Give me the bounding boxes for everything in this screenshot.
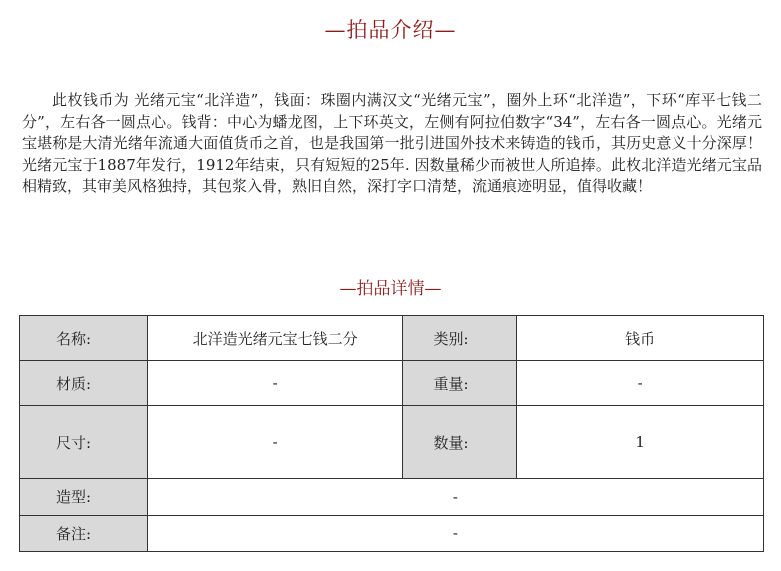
name-label: 名称: — [20, 316, 148, 361]
quantity-label: 数量: — [403, 406, 517, 478]
size-value: - — [147, 406, 403, 478]
details-table — [19, 315, 764, 552]
category-value: 钱币 — [517, 316, 764, 361]
category-label: 类别: — [403, 316, 517, 361]
details-title: —拍品详情— — [339, 279, 442, 299]
table-row — [20, 361, 764, 406]
material-value: - — [147, 361, 403, 406]
name-value: 北洋造光绪元宝七钱二分 — [147, 316, 403, 361]
size-label: 尺寸: — [20, 406, 148, 478]
table-row — [20, 316, 764, 361]
remark-value: - — [147, 515, 763, 551]
weight-label: 重量: — [403, 361, 517, 406]
intro-paragraph: 此枚钱币为 光绪元宝“北洋造”，钱面：珠圈内满汉文“光绪元宝”，圈外上环“北洋造”，下环“库平七钱二分”，左右各一圆点心。钱背：中心为蟠龙图，上下环英文，左侧有阿拉伯数字“34”，左右各一圆点心。光绪元宝堪称是大清光绪年流通大面值货币之首，也是我国第一批引进国外技术来铸造的钱币，其历史意义十分深厚！光绪元宝于1887年发行，1912年结束，只有短短的25年. 因数量稀少而被世人所追捧。此枚北洋造光绪元宝品相精致，其审美风格独持，其包浆入骨，熟旧自然，深打字口清楚，流通痕迹明显，值得收藏！ — [22, 91, 762, 195]
section-title: —拍品介绍— — [324, 18, 457, 42]
material-label: 材质: — [20, 361, 148, 406]
shape-label: 造型: — [20, 478, 148, 515]
weight-value: - — [517, 361, 764, 406]
quantity-value: 1 — [517, 406, 764, 478]
table-row — [20, 406, 764, 478]
table-row — [20, 515, 764, 551]
remark-label: 备注: — [20, 515, 148, 551]
shape-value: - — [147, 478, 763, 515]
table-row — [20, 478, 764, 515]
